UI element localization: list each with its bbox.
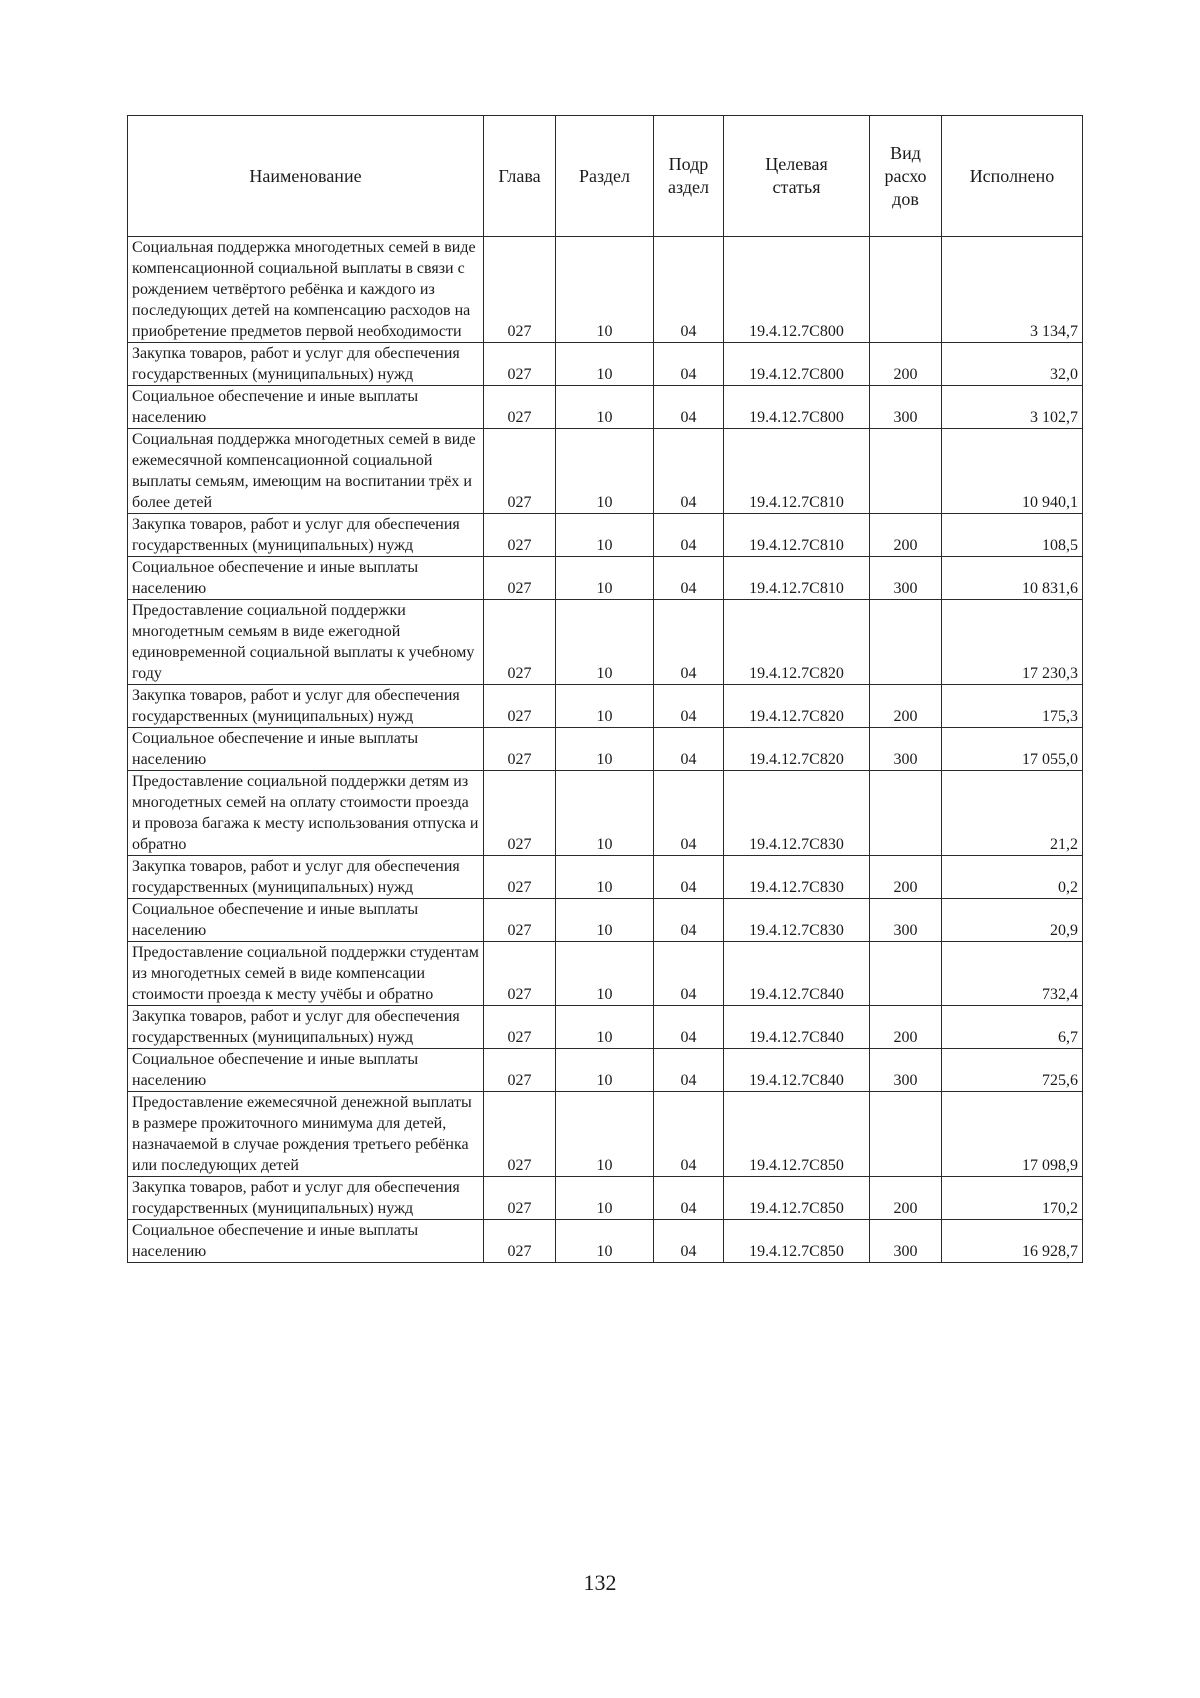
row-ispolneno-cell: 732,4 [942,942,1083,1006]
header-row [128,116,1083,237]
row-razdel-cell: 10 [556,856,654,899]
row-podrazdel-cell: 04 [654,685,724,728]
row-podrazdel-cell: 04 [654,237,724,343]
row-razdel-cell: 10 [556,1092,654,1177]
row-name-cell: Предоставление социальной поддержки студентам из многодетных семей в виде компенсации стоимости проезда к месту учёбы и обратно [128,942,484,1006]
table-row [128,1220,1083,1263]
page-number: 132 [583,1570,617,1595]
row-vid-cell: 300 [870,557,942,600]
row-glava-cell: 027 [484,771,556,856]
row-podrazdel-cell: 04 [654,942,724,1006]
row-podrazdel-cell: 04 [654,557,724,600]
row-glava-cell: 027 [484,600,556,685]
row-vid-cell: 300 [870,1220,942,1263]
table-row [128,899,1083,942]
row-statya-cell: 19.4.12.7С800 [724,386,870,429]
row-statya-cell: 19.4.12.7С850 [724,1092,870,1177]
row-podrazdel-cell: 04 [654,1006,724,1049]
row-glava-cell: 027 [484,343,556,386]
row-razdel-cell: 10 [556,237,654,343]
row-statya-cell: 19.4.12.7С800 [724,343,870,386]
row-podrazdel-cell: 04 [654,1049,724,1092]
table-row [128,771,1083,856]
row-vid-cell: 200 [870,1177,942,1220]
row-name-cell: Предоставление социальной поддержки детям из многодетных семей на оплату стоимости проезда и провоза багажа к месту использования отпуска и обратно [128,771,484,856]
row-vid-cell: 200 [870,514,942,557]
row-glava-cell: 027 [484,1092,556,1177]
row-vid-cell: 300 [870,1049,942,1092]
row-glava-cell: 027 [484,1049,556,1092]
row-ispolneno-cell: 3 102,7 [942,386,1083,429]
row-ispolneno-cell: 0,2 [942,856,1083,899]
row-statya-cell: 19.4.12.7С830 [724,856,870,899]
row-glava-cell: 027 [484,942,556,1006]
row-name-cell: Социальное обеспечение и иные выплаты населению [128,386,484,429]
row-razdel-cell: 10 [556,429,654,514]
row-name-cell: Закупка товаров, работ и услуг для обеспечения государственных (муниципальных) нужд [128,514,484,557]
row-statya-cell: 19.4.12.7С820 [724,600,870,685]
row-razdel-cell: 10 [556,386,654,429]
row-ispolneno-cell: 10 940,1 [942,429,1083,514]
row-razdel-cell: 10 [556,1220,654,1263]
row-razdel-cell: 10 [556,1177,654,1220]
header-razdel: Раздел [556,116,654,237]
budget-execution-table [127,115,1083,1263]
row-ispolneno-cell: 6,7 [942,1006,1083,1049]
row-ispolneno-cell: 17 055,0 [942,728,1083,771]
table-row [128,514,1083,557]
table-header [128,116,1083,237]
table-row [128,237,1083,343]
table-row [128,856,1083,899]
row-name-cell: Социальное обеспечение и иные выплаты населению [128,728,484,771]
row-glava-cell: 027 [484,237,556,343]
row-podrazdel-cell: 04 [654,1177,724,1220]
row-razdel-cell: 10 [556,343,654,386]
row-razdel-cell: 10 [556,685,654,728]
table-row [128,343,1083,386]
row-statya-cell: 19.4.12.7С800 [724,237,870,343]
row-razdel-cell: 10 [556,771,654,856]
row-glava-cell: 027 [484,514,556,557]
row-razdel-cell: 10 [556,942,654,1006]
row-ispolneno-cell: 17 098,9 [942,1092,1083,1177]
table-row [128,728,1083,771]
row-glava-cell: 027 [484,899,556,942]
row-statya-cell: 19.4.12.7С820 [724,728,870,771]
row-ispolneno-cell: 20,9 [942,899,1083,942]
row-podrazdel-cell: 04 [654,600,724,685]
table-body [128,237,1083,1263]
header-name: Наименование [128,116,484,237]
header-ispolneno: Исполнено [942,116,1083,237]
row-vid-cell: 200 [870,685,942,728]
row-vid-cell: 300 [870,728,942,771]
row-podrazdel-cell: 04 [654,343,724,386]
row-vid-cell [870,429,942,514]
row-podrazdel-cell: 04 [654,386,724,429]
row-vid-cell [870,942,942,1006]
row-razdel-cell: 10 [556,557,654,600]
row-statya-cell: 19.4.12.7С840 [724,1006,870,1049]
row-ispolneno-cell: 3 134,7 [942,237,1083,343]
row-ispolneno-cell: 10 831,6 [942,557,1083,600]
row-glava-cell: 027 [484,728,556,771]
row-glava-cell: 027 [484,856,556,899]
row-vid-cell [870,1092,942,1177]
table-row [128,1092,1083,1177]
row-glava-cell: 027 [484,386,556,429]
row-podrazdel-cell: 04 [654,771,724,856]
table-row [128,1177,1083,1220]
row-name-cell: Социальное обеспечение и иные выплаты населению [128,557,484,600]
header-glava: Глава [484,116,556,237]
row-statya-cell: 19.4.12.7С840 [724,942,870,1006]
row-podrazdel-cell: 04 [654,1220,724,1263]
row-podrazdel-cell: 04 [654,899,724,942]
row-statya-cell: 19.4.12.7С850 [724,1220,870,1263]
row-podrazdel-cell: 04 [654,856,724,899]
row-ispolneno-cell: 170,2 [942,1177,1083,1220]
row-razdel-cell: 10 [556,1006,654,1049]
row-name-cell: Закупка товаров, работ и услуг для обеспечения государственных (муниципальных) нужд [128,1006,484,1049]
table-row [128,1049,1083,1092]
row-ispolneno-cell: 32,0 [942,343,1083,386]
row-statya-cell: 19.4.12.7С840 [724,1049,870,1092]
row-name-cell: Социальное обеспечение и иные выплаты населению [128,899,484,942]
row-name-cell: Закупка товаров, работ и услуг для обеспечения государственных (муниципальных) нужд [128,1177,484,1220]
row-razdel-cell: 10 [556,600,654,685]
row-ispolneno-cell: 175,3 [942,685,1083,728]
row-vid-cell: 200 [870,343,942,386]
row-statya-cell: 19.4.12.7С830 [724,771,870,856]
table-row [128,557,1083,600]
row-razdel-cell: 10 [556,728,654,771]
row-vid-cell: 300 [870,899,942,942]
row-podrazdel-cell: 04 [654,728,724,771]
table-row [128,685,1083,728]
header-statya: Целевая статья [724,116,870,237]
row-statya-cell: 19.4.12.7С810 [724,557,870,600]
row-statya-cell: 19.4.12.7С810 [724,429,870,514]
row-statya-cell: 19.4.12.7С850 [724,1177,870,1220]
row-name-cell: Закупка товаров, работ и услуг для обеспечения государственных (муниципальных) нужд [128,856,484,899]
table-row [128,386,1083,429]
row-vid-cell: 200 [870,1006,942,1049]
row-name-cell: Социальная поддержка многодетных семей в виде ежемесячной компенсационной социальной выплаты семьям, имеющим на воспитании трёх и более детей [128,429,484,514]
row-name-cell: Закупка товаров, работ и услуг для обеспечения государственных (муниципальных) нужд [128,343,484,386]
row-glava-cell: 027 [484,1006,556,1049]
row-razdel-cell: 10 [556,514,654,557]
table-row [128,1006,1083,1049]
header-podrazdel: Подр аздел [654,116,724,237]
row-vid-cell: 200 [870,856,942,899]
row-statya-cell: 19.4.12.7С830 [724,899,870,942]
row-podrazdel-cell: 04 [654,1092,724,1177]
row-glava-cell: 027 [484,1220,556,1263]
row-vid-cell: 300 [870,386,942,429]
header-vid: Вид расхо дов [870,116,942,237]
row-name-cell: Социальное обеспечение и иные выплаты населению [128,1220,484,1263]
row-glava-cell: 027 [484,429,556,514]
row-vid-cell [870,237,942,343]
row-razdel-cell: 10 [556,1049,654,1092]
row-name-cell: Социальная поддержка многодетных семей в виде компенсационной социальной выплаты в связи с рождением четвёртого ребёнка и каждого из последующих детей на компенсацию расходов на приобретение предметов первой необходимости [128,237,484,343]
row-vid-cell [870,771,942,856]
table-row [128,429,1083,514]
row-glava-cell: 027 [484,557,556,600]
row-name-cell: Социальное обеспечение и иные выплаты населению [128,1049,484,1092]
row-podrazdel-cell: 04 [654,514,724,557]
row-ispolneno-cell: 725,6 [942,1049,1083,1092]
row-glava-cell: 027 [484,1177,556,1220]
row-name-cell: Закупка товаров, работ и услуг для обеспечения государственных (муниципальных) нужд [128,685,484,728]
row-razdel-cell: 10 [556,899,654,942]
table-row [128,600,1083,685]
row-ispolneno-cell: 16 928,7 [942,1220,1083,1263]
row-statya-cell: 19.4.12.7С810 [724,514,870,557]
row-name-cell: Предоставление социальной поддержки многодетным семьям в виде ежегодной единовременной социальной выплаты к учебному году [128,600,484,685]
row-ispolneno-cell: 21,2 [942,771,1083,856]
row-name-cell: Предоставление ежемесячной денежной выплаты в размере прожиточного минимума для детей, назначаемой в случае рождения третьего ребёнка или последующих детей [128,1092,484,1177]
row-podrazdel-cell: 04 [654,429,724,514]
row-ispolneno-cell: 17 230,3 [942,600,1083,685]
row-statya-cell: 19.4.12.7С820 [724,685,870,728]
table-row [128,942,1083,1006]
row-glava-cell: 027 [484,685,556,728]
row-ispolneno-cell: 108,5 [942,514,1083,557]
row-vid-cell [870,600,942,685]
